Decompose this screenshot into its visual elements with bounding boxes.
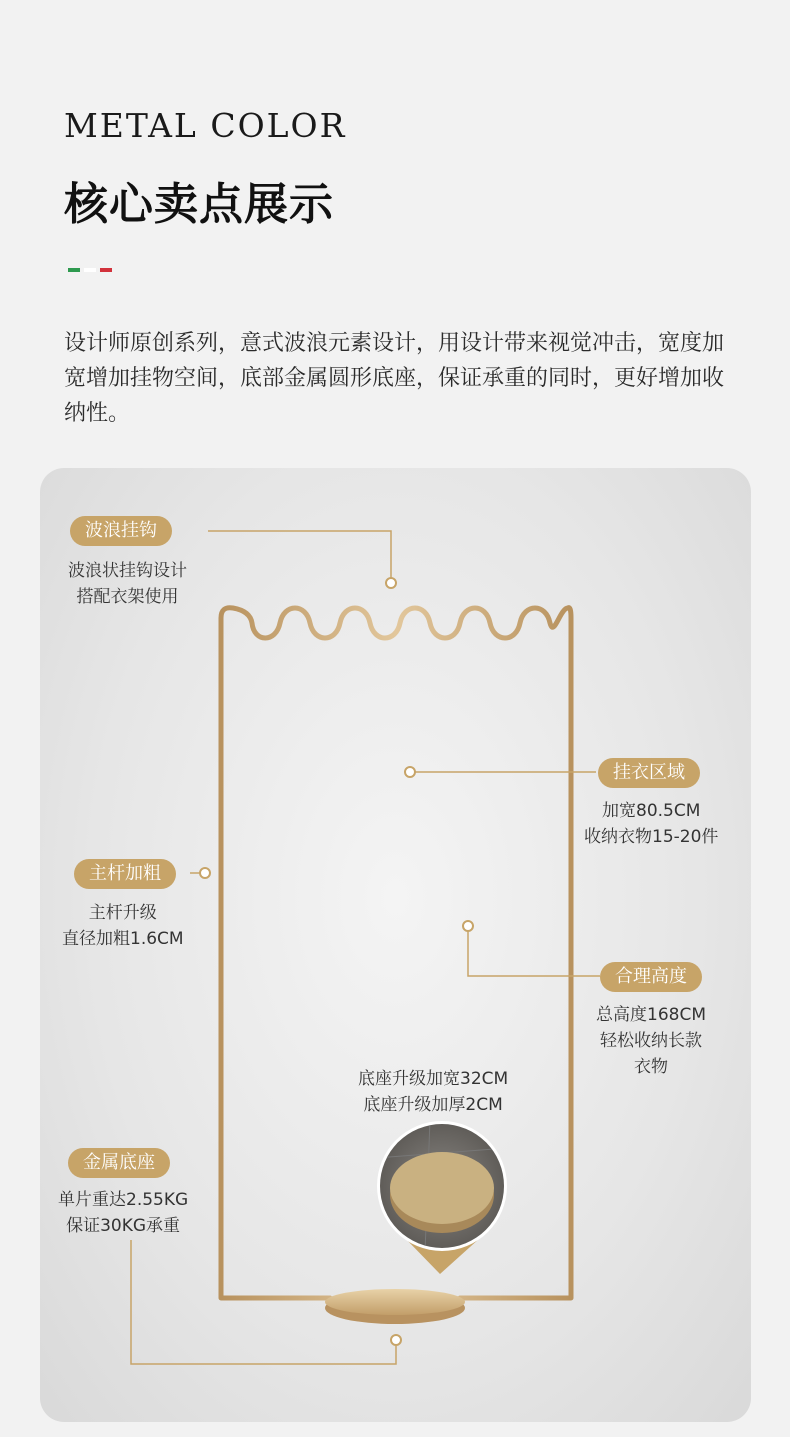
- feature-desc-line: 直径加粗1.6CM: [62, 929, 184, 949]
- feature-desc-line: 加宽80.5CM: [602, 801, 701, 821]
- flag-red-stripe: [100, 268, 112, 272]
- feature-desc-line: 波浪状挂钩设计: [68, 561, 187, 581]
- feature-desc-height: [596, 1002, 706, 1080]
- feature-desc-line: 单片重达2.55KG: [58, 1190, 189, 1210]
- base-note-line: 底座升级加宽32CM: [358, 1069, 509, 1089]
- marker-pole: [200, 868, 210, 878]
- marker-hanging: [405, 767, 415, 777]
- feature-desc-line: 收纳衣物15-20件: [584, 827, 719, 847]
- feature-desc-line: 主杆升级: [88, 903, 157, 923]
- page-title: 核心卖点展示: [64, 179, 334, 230]
- marker-base: [391, 1335, 401, 1345]
- marker-height: [463, 921, 473, 931]
- leader-line-height: [468, 926, 600, 976]
- feature-label-base: 金属底座: [68, 1148, 170, 1178]
- feature-label-hanging: 挂衣区域: [598, 758, 700, 788]
- intro-paragraph: 设计师原创系列，意式波浪元素设计，用设计带来视觉冲击，宽度加宽增加挂物空间，底部金属圆形底座，保证承重的同时，更好增加收纳性。: [64, 331, 725, 426]
- base-upgrade-note: [358, 1066, 508, 1118]
- feature-desc-pole: [62, 900, 184, 952]
- flag-white-stripe: [84, 268, 96, 272]
- zoom-lens: [376, 1120, 508, 1252]
- feature-desc-line: 保证30KG承重: [66, 1216, 181, 1236]
- feature-label-height: 合理高度: [600, 962, 702, 992]
- marker-hooks: [386, 578, 396, 588]
- feature-desc-base: [58, 1187, 188, 1239]
- feature-desc-hooks: [68, 558, 187, 610]
- section-kicker: METAL COLOR: [64, 106, 347, 145]
- flag-green-stripe: [68, 268, 80, 272]
- base-note-line: 底座升级加厚2CM: [363, 1095, 503, 1115]
- feature-desc-line: 衣物: [634, 1057, 668, 1077]
- product-feature-card: [40, 468, 751, 1422]
- feature-desc-line: 总高度168CM: [596, 1005, 706, 1025]
- feature-label-pole: 主杆加粗: [74, 859, 176, 889]
- feature-desc-hanging: [584, 798, 718, 850]
- base-disc-top: [325, 1289, 465, 1315]
- feature-label-hooks: 波浪挂钩: [70, 516, 172, 546]
- feature-desc-line: 搭配衣架使用: [76, 587, 179, 607]
- italian-flag-divider: [68, 268, 112, 272]
- leader-line-hooks: [208, 531, 391, 582]
- feature-desc-line: 轻松收纳长款: [600, 1031, 702, 1051]
